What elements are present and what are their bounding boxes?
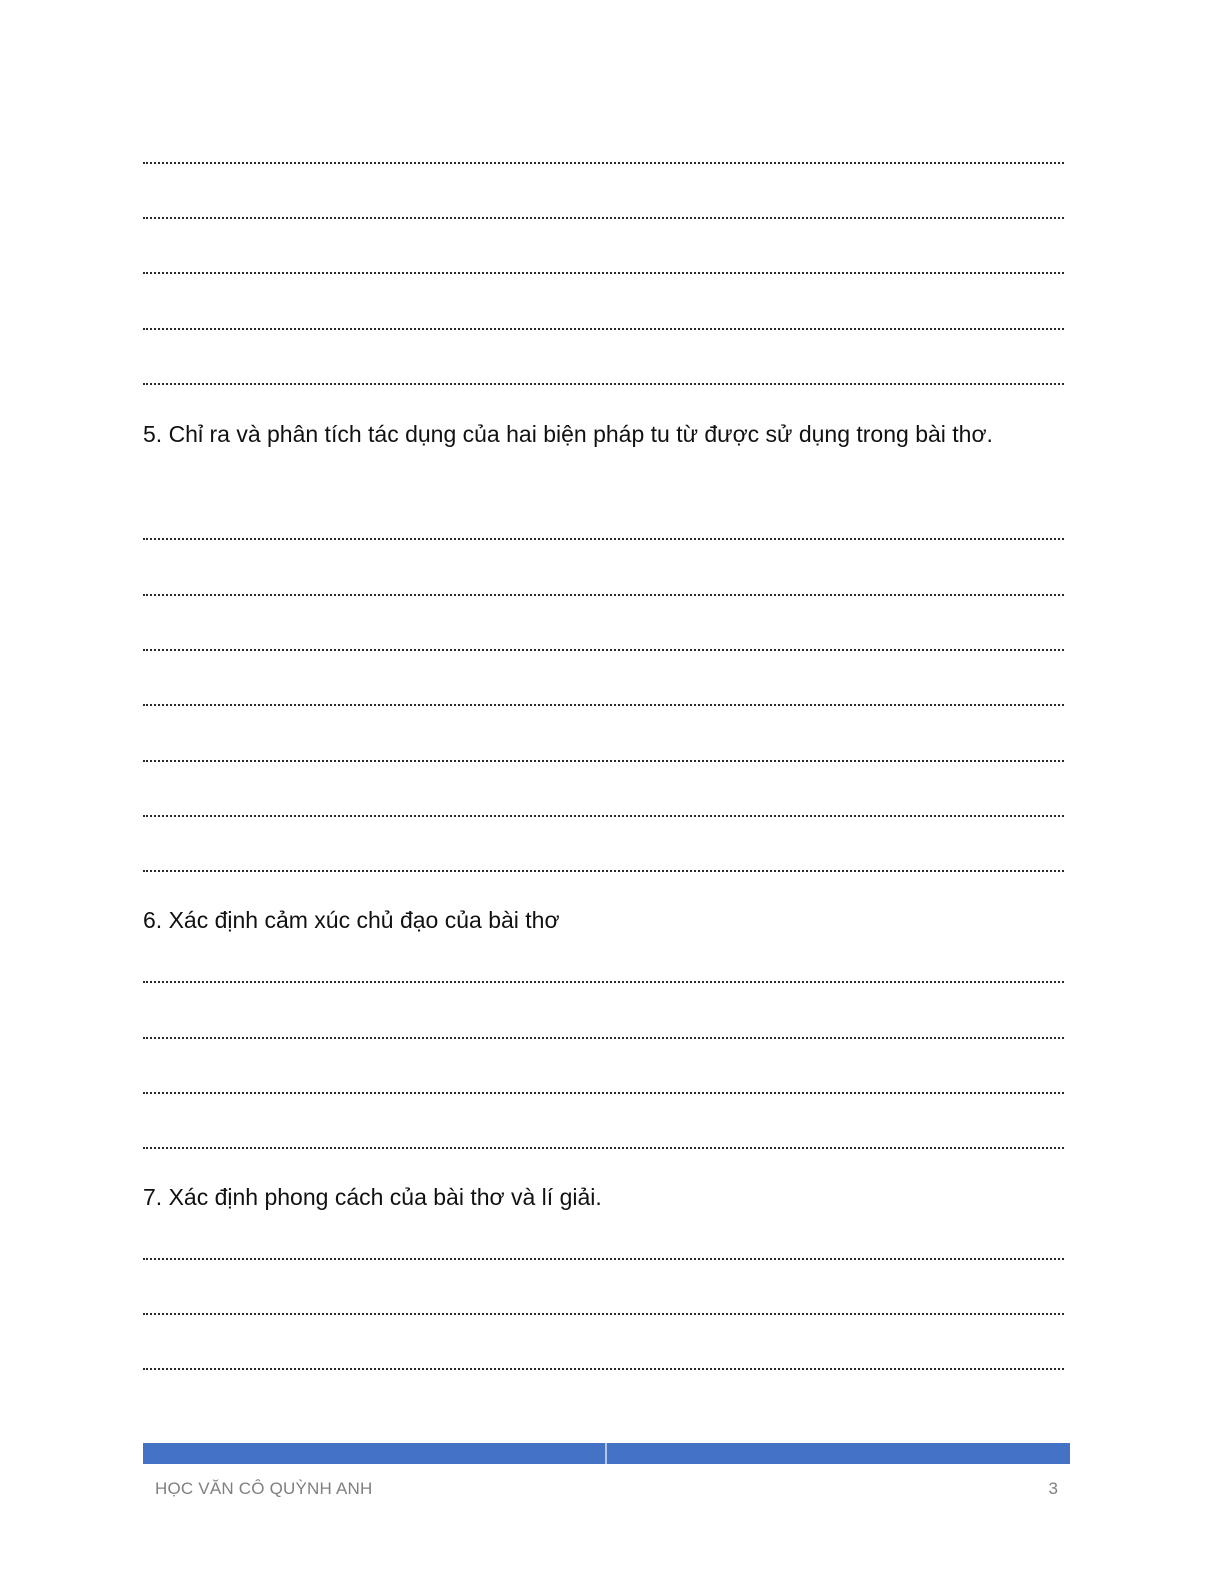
answer-line [143,217,1064,219]
answer-line [143,594,1064,596]
footer-bar-divider [605,1443,607,1464]
footer-bar [143,1443,1070,1464]
question-7: 7. Xác định phong cách của bài thơ và lí giải. [143,1184,602,1210]
answer-line [143,704,1064,706]
answer-line [143,1368,1064,1370]
answer-line [143,760,1064,762]
answer-line [143,162,1064,164]
answer-line [143,1147,1064,1149]
answer-line [143,328,1064,330]
question-6: 6. Xác định cảm xúc chủ đạo của bài thơ [143,907,560,933]
question-5: 5. Chỉ ra và phân tích tác dụng của hai biện pháp tu từ được sử dụng trong bài thơ. [143,421,993,447]
answer-line [143,870,1064,872]
answer-line [143,649,1064,651]
answer-line [143,815,1064,817]
answer-line [143,272,1064,274]
answer-line [143,1313,1064,1315]
footer-title: HỌC VĂN CÔ QUỲNH ANH [155,1479,373,1498]
answer-line [143,383,1064,385]
answer-line [143,538,1064,540]
page-number: 3 [1048,1479,1058,1498]
answer-line [143,1037,1064,1039]
answer-line [143,1258,1064,1260]
answer-line [143,1092,1064,1094]
answer-line [143,981,1064,983]
